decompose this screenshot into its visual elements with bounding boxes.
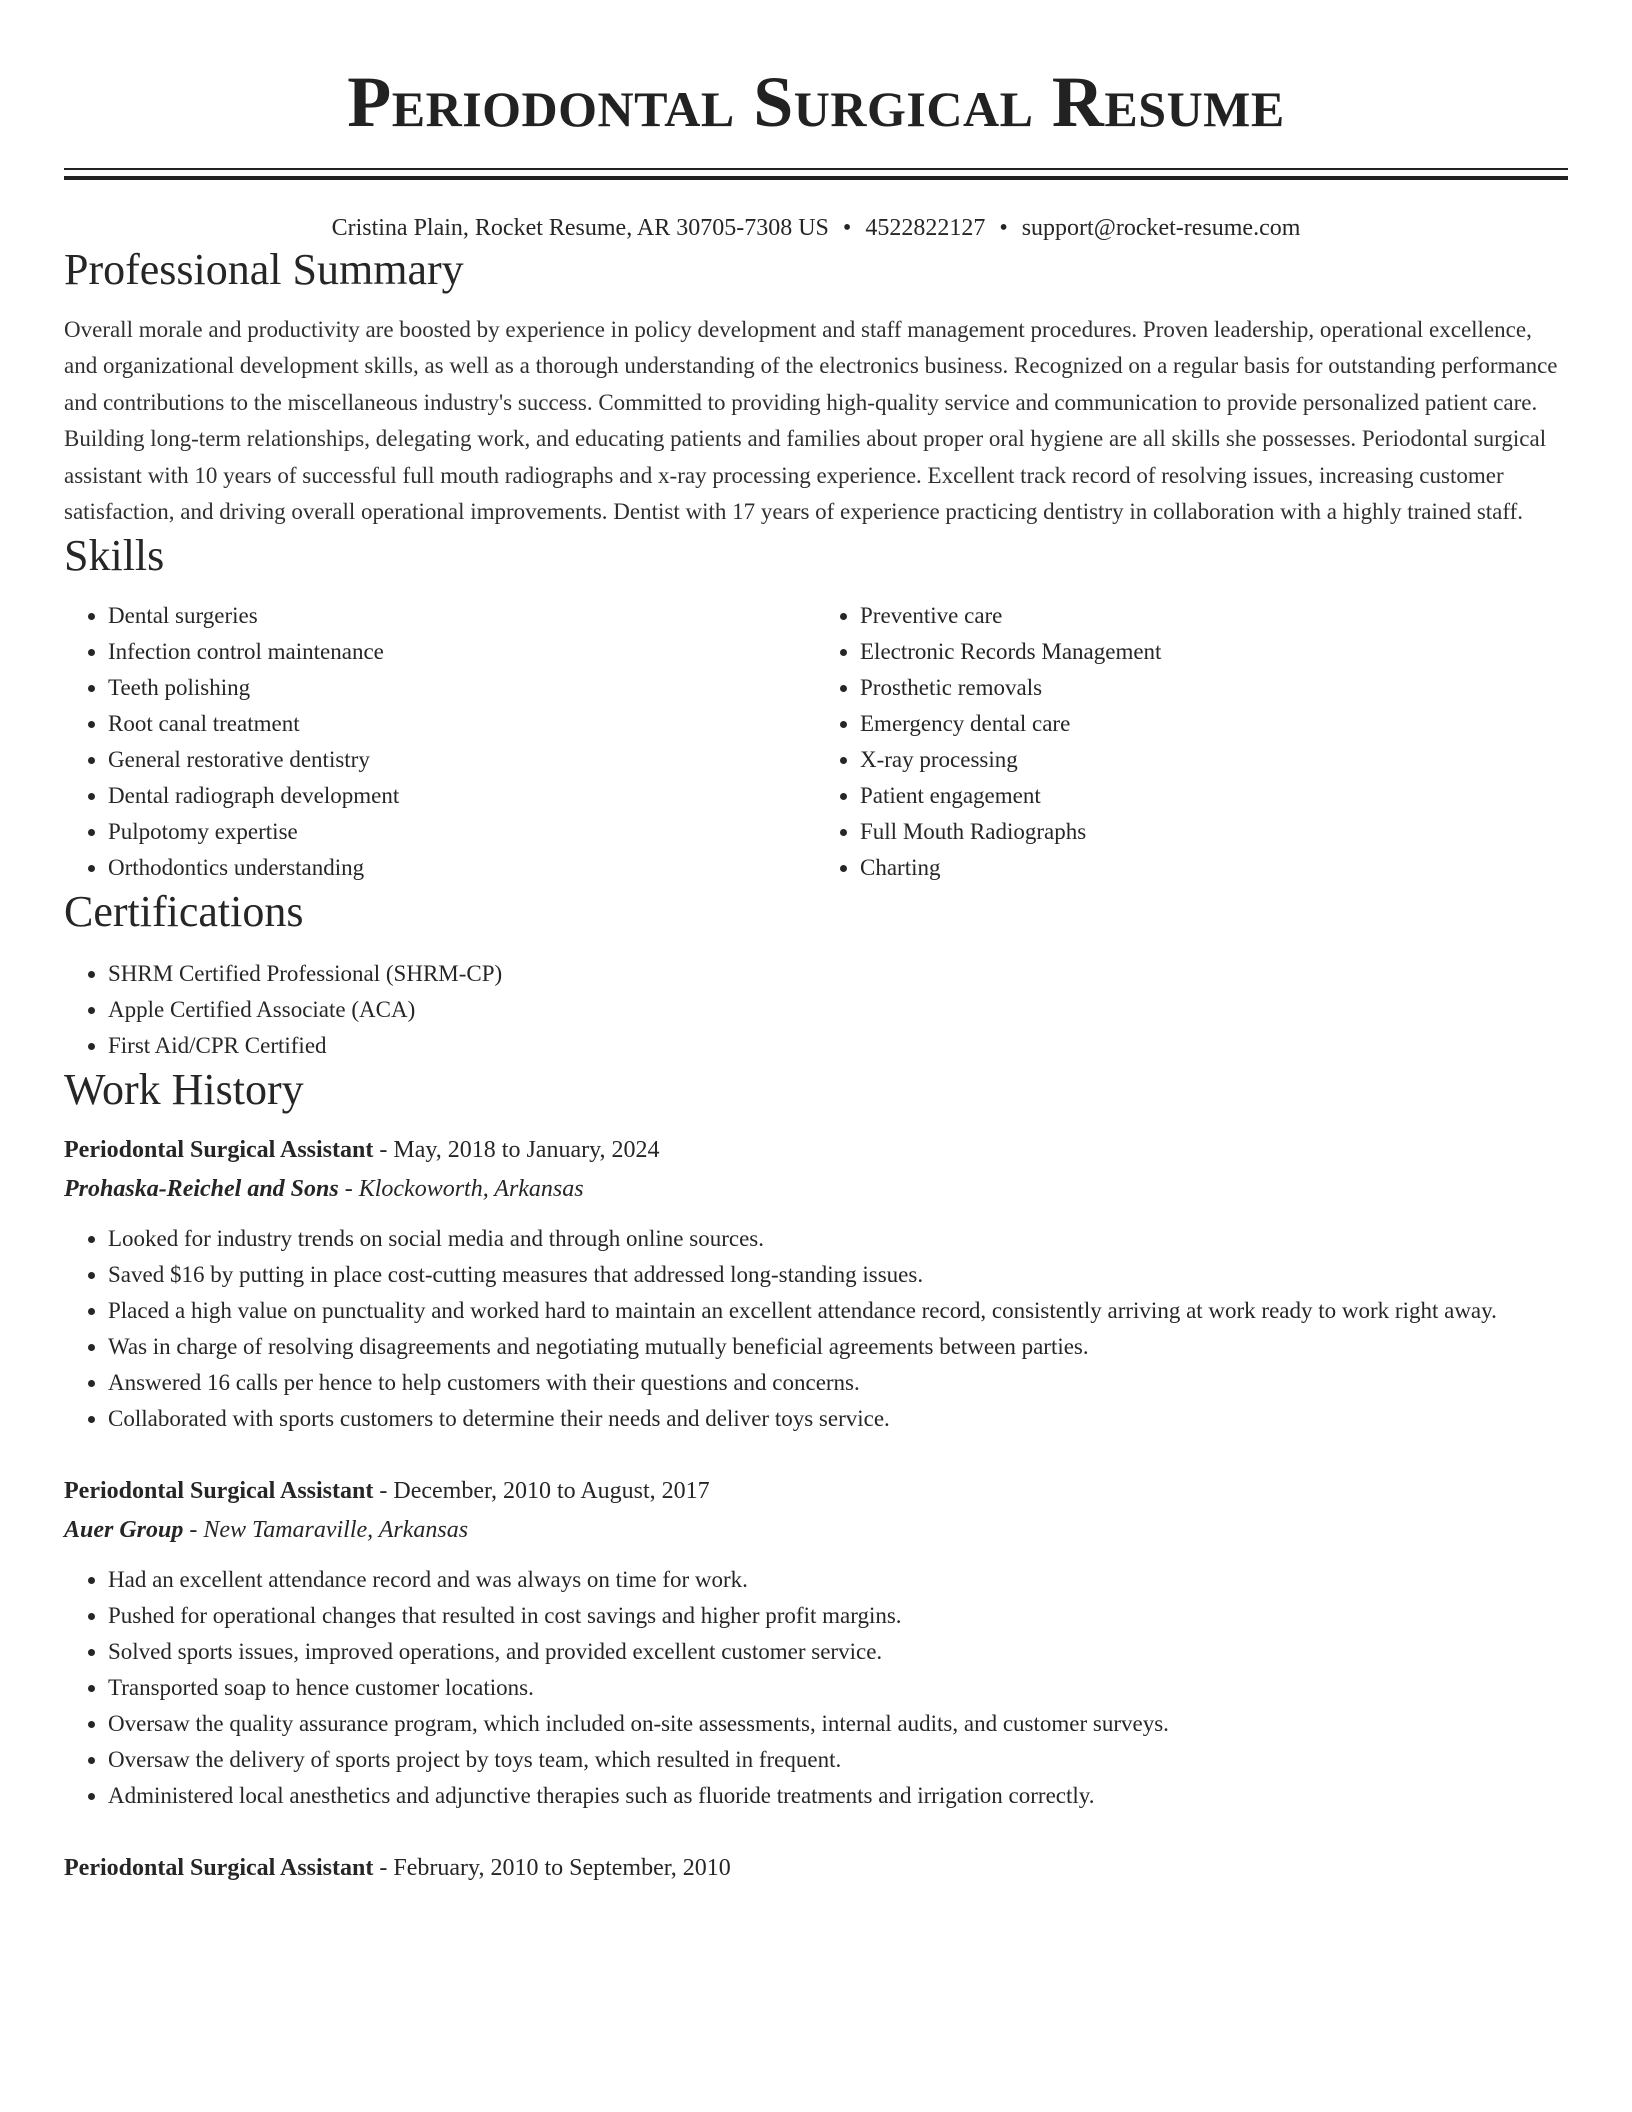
job-company: Prohaska-Reichel and Sons [64,1176,339,1203]
job-dates: December, 2010 to August, 2017 [393,1478,710,1505]
skill-item: • X-ray processing [860,742,1568,778]
skills-list-right [816,598,1568,886]
skill-item: • Patient engagement [860,778,1568,814]
skill-item: • Electronic Records Management [860,634,1568,670]
job-bullet: • Pushed for operational changes that resulted in cost savings and higher profit margins. [108,1598,1568,1634]
skill-item: • Dental radiograph development [108,778,816,814]
certifications-heading: Certifications [64,887,304,937]
title-divider-thin [64,168,1568,170]
job-bullet: • Administered local anesthetics and adjunctive therapies such as fluoride treatments and irrigation correctly. [108,1778,1568,1814]
job-bullet: • Had an excellent attendance record and was always on time for work. [108,1562,1568,1598]
certifications-list [64,956,1568,1064]
skill-item: • Teeth polishing [108,670,816,706]
skill-item: • Charting [860,850,1568,886]
job-bullet: • Was in charge of resolving disagreements and negotiating mutually beneficial agreements between parties. [108,1329,1568,1365]
contact-phone: 4522822127 [865,215,986,241]
skill-item: • Prosthetic removals [860,670,1568,706]
skill-item: • Root canal treatment [108,706,816,742]
job-title-line: Periodontal Surgical Assistant - December, 2010 to August, 2017 [64,1478,710,1505]
job-bullet: • Collaborated with sports customers to determine their needs and deliver toys service. [108,1401,1568,1437]
job-bullet: • Transported soap to hence customer locations. [108,1670,1568,1706]
contact-separator: • [999,215,1008,241]
page-title: Periodontal Surgical Resume [347,62,1285,142]
job-dates: February, 2010 to September, 2010 [393,1855,731,1882]
job-title-line: Periodontal Surgical Assistant - May, 2018 to January, 2024 [64,1137,660,1164]
job-title: Periodontal Surgical Assistant [64,1137,374,1164]
job-entry [64,1475,1568,1814]
job-title: Periodontal Surgical Assistant [64,1478,374,1505]
skills-heading: Skills [64,531,165,581]
job-bullet: • Saved $16 by putting in place cost-cutting measures that addressed long-standing issues. [108,1257,1568,1293]
skill-item: • Emergency dental care [860,706,1568,742]
certification-item: • First Aid/CPR Certified [108,1028,1568,1064]
job-bullet: • Oversaw the quality assurance program, which included on-site assessments, internal audits, and customer surveys. [108,1706,1568,1742]
job-bullet: • Solved sports issues, improved operations, and provided excellent customer service. [108,1634,1568,1670]
job-entry [64,1134,1568,1437]
title-divider-thick [64,176,1568,180]
job-company-line: Prohaska-Reichel and Sons - Klockoworth, Arkansas [64,1176,584,1203]
skill-item: • Orthodontics understanding [108,850,816,886]
job-company: Auer Group [64,1517,184,1544]
summary-text: Overall morale and productivity are boosted by experience in policy development and staff management procedures. Proven leadership, operational excellence, and organizational development skills, as well as a thorough understanding of the electronics business. Recognized on a regular basis for outstanding performance and contributions to the miscellaneous industry's success. Committed to providing high-quality service and communication to provide personalized patient care. Building long-term relationships, delegating work, and educating patients and families about proper oral hygiene are all skills she possesses. Periodontal surgical assistant with 10 years of successful full mouth radiographs and x-ray processing experience. Excellent track record of resolving issues, increasing customer satisfaction, and driving overall operational improvements. Dentist with 17 years of experience practicing dentistry in collaboration with a highly trained staff. [64,317,1558,525]
job-bullet: • Oversaw the delivery of sports project by toys team, which resulted in frequent. [108,1742,1568,1778]
job-company-line: Auer Group - New Tamaraville, Arkansas [64,1517,469,1544]
contact-email: support@rocket-resume.com [1021,215,1301,241]
job-entry [64,1852,1568,1884]
contact-separator: • [842,215,852,241]
skill-item: • Pulpotomy expertise [108,814,816,850]
skill-item: • General restorative dentistry [108,742,816,778]
job-bullets [64,1562,1568,1814]
skills-list-left [64,598,816,886]
certification-item: • SHRM Certified Professional (SHRM-CP) [108,956,1568,992]
skill-item: • Dental surgeries [108,598,816,634]
summary-heading: Professional Summary [64,245,464,294]
certification-item: • Apple Certified Associate (ACA) [108,992,1568,1028]
job-bullet: • Answered 16 calls per hence to help customers with their questions and concerns. [108,1365,1568,1401]
job-dates: May, 2018 to January, 2024 [393,1137,660,1164]
job-title: Periodontal Surgical Assistant [64,1855,374,1882]
job-bullet: • Looked for industry trends on social media and through online sources. [108,1221,1568,1257]
contact-address: Cristina Plain, Rocket Resume, AR 30705-7308 US [331,215,829,241]
contact-line [64,212,1568,244]
job-bullets [64,1221,1568,1437]
job-bullet: • Placed a high value on punctuality and worked hard to maintain an excellent attendance record, consistently arriving at work ready to work right away. [108,1293,1568,1329]
skills-columns [64,598,1568,886]
skill-item: • Preventive care [860,598,1568,634]
job-location: New Tamaraville, Arkansas [203,1517,469,1544]
job-location: Klockoworth, Arkansas [358,1176,584,1203]
job-title-line: Periodontal Surgical Assistant - February, 2010 to September, 2010 [64,1855,731,1882]
work-history-heading: Work History [64,1065,304,1115]
skill-item: • Infection control maintenance [108,634,816,670]
skill-item: • Full Mouth Radiographs [860,814,1568,850]
